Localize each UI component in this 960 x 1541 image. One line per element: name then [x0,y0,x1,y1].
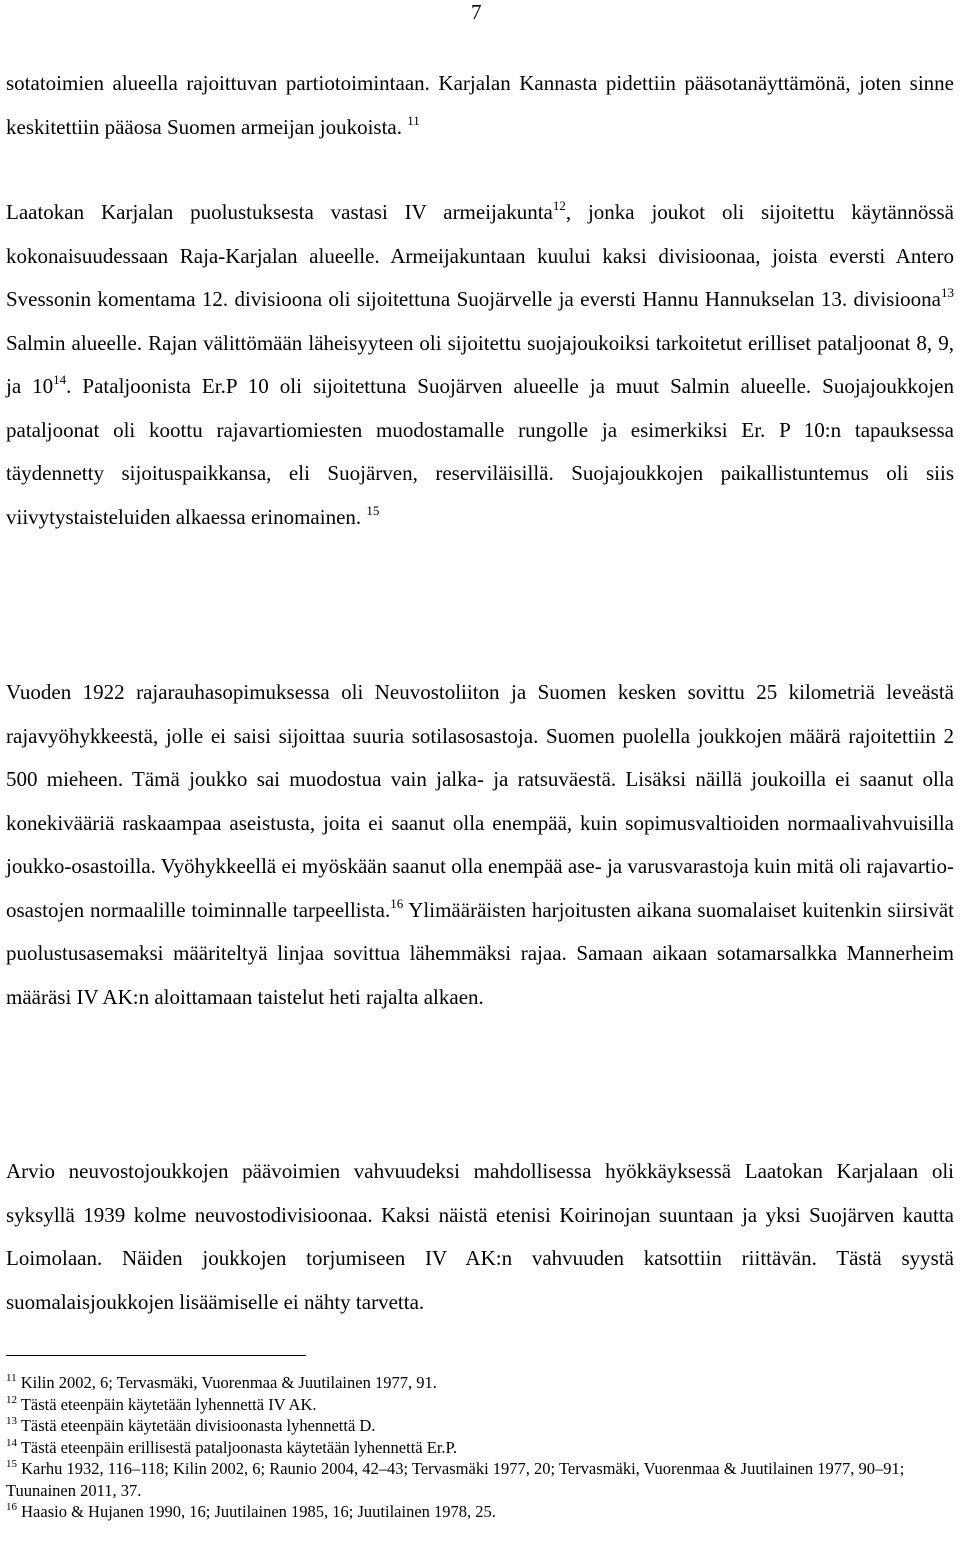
footnote-number: 13 [6,1415,17,1427]
footnote-number: 16 [6,1501,17,1513]
footnote [6,1437,954,1459]
footnote-number: 15 [6,1458,17,1470]
footnote-reference: 15 [366,502,380,518]
body-paragraph-4 [6,1150,954,1324]
footnote [6,1458,954,1501]
footnote-reference: 11 [407,112,420,128]
footnote [6,1394,954,1416]
page-number: 7 [471,0,482,24]
footnote-text: Tästä eteenpäin käytetään divisioonasta lyhennettä D. [17,1416,376,1435]
body-paragraph-2 [6,191,954,539]
paragraph-text: sotatoimien alueella rajoittuvan partiotoimintaan. Karjalan Kannasta pidettiin pääsotanäyttämönä, joten sinne keskitettiin pääosa Suomen armeijan joukoista. [6,71,954,139]
paragraph-text: Arvio neuvostojoukkojen päävoimien vahvuudeksi mahdollisessa hyökkäyksessä Laatokan Karjalaan oli syksyllä 1939 kolme neuvostodivisioonaa. Kaksi näistä etenisi Koirinojan suuntaan ja yksi Suojärven kautta Loimolaan. Näiden joukkojen torjumiseen IV AK:n vahvuuden katsottiin riittävän. Tästä syystä suomalaisjoukkojen lisäämiselle ei nähty tarvetta. [6,1159,954,1314]
paragraph-text: Vuoden 1922 rajarauhasopimuksessa oli Neuvostoliiton ja Suomen kesken sovittu 25 kilometriä leveästä rajavyöhykkeestä, jolle ei saisi sijoittaa suuria sotilasosastoja. Suomen puolella joukkojen määrä rajoitettiin 2 500 mieheen. Tämä joukko sai muodostua vain jalka- ja ratsuväestä. Lisäksi näillä joukoilla ei saanut olla konekivääriä raskaampaa aseistusta, joita ei saanut olla enempää, kuin sopimusvaltioiden normaalivahvuisilla joukko-osastoilla. Vyöhykkeellä ei myöskään saanut olla enempää ase- ja varusvarastoja kuin mitä oli rajavartio-osastojen normaalille toiminnalle tarpeellista. [6,680,954,922]
body-paragraph-1 [6,62,954,149]
footnote-text: Tästä eteenpäin erillisestä pataljoonasta käytetään lyhennettä Er.P. [17,1437,457,1457]
paragraph-text: . Pataljoonista Er.P 10 oli sijoitettuna Suojärven alueelle ja muut Salmin alueelle. Suojajoukkojen pataljoonat oli koottu rajavartiomiesten muodostamalle rungolle ja esimerkiksi Er. P 10:n tapauksessa täydennetty sijoituspaikkansa, eli Suojärven, reserviläisillä. Suojajoukkojen paikallistuntemus oli siis viivytystaisteluiden alkaessa erinomainen. [6,374,954,529]
paragraph-text: Salmin alueelle. Rajan välittömään läheisyyteen oli sijoitettu suojajoukoiksi tarkoitetut erilliset pataljoonat 8, 9, ja 10 [6,330,954,398]
body-paragraph-3 [6,671,954,1019]
footnote-text: Haasio & Hujanen 1990, 16; Juutilainen 1985, 16; Juutilainen 1978, 25. [17,1502,496,1521]
footnote-reference: 13 [941,285,954,300]
paragraph-text: , jonka joukot oli sijoitettu käytännössä kokonaisuudessaan Raja-Karjalan alueelle. Armeijakuntaan kuului kaksi divisioonaa, joista eversti Antero Svessonin komentama 12. divisioona oli sijoitettuna Suojärvelle ja eversti Hannu Hannukselan 13. divisioona [6,200,954,311]
footnote [6,1372,954,1394]
paragraph-text: Laatokan Karjalan puolustuksesta vastasi IV armeijakunta [6,200,553,224]
footnote-text: Karhu 1932, 116–118; Kilin 2002, 6; Raunio 2004, 42–43; Tervasmäki 1977, 20; Tervasmäki, Vuorenmaa & Juutilainen 1977, 90–91; Tuunainen 2011, 37. [6,1459,905,1500]
footnote-number: 11 [6,1372,17,1384]
footnotes-section [6,1372,954,1523]
footnote-text: Kilin 2002, 6; Tervasmäki, Vuorenmaa & Juutilainen 1977, 91. [16,1373,437,1392]
footnote-text: Tästä eteenpäin käytetään lyhennettä IV AK. [17,1394,317,1414]
footnote-number: 12 [6,1393,17,1406]
paragraph-text: Ylimääräisten harjoitusten aikana suomalaiset kuitenkin siirsivät puolustusasemaksi määriteltyä linjaa sovittua lähemmäksi rajaa. Samaan aikaan sotamarsalkka Mannerheim määräsi IV AK:n aloittamaan taistelut heti rajalta alkaen. [6,897,954,1009]
footnote [6,1501,954,1523]
footnote-reference: 16 [390,895,404,911]
footnote [6,1415,954,1437]
footnote-reference: 12 [552,198,566,213]
footnote-number: 14 [6,1436,17,1449]
footnote-reference: 14 [53,372,67,387]
footnote-separator [6,1355,306,1356]
